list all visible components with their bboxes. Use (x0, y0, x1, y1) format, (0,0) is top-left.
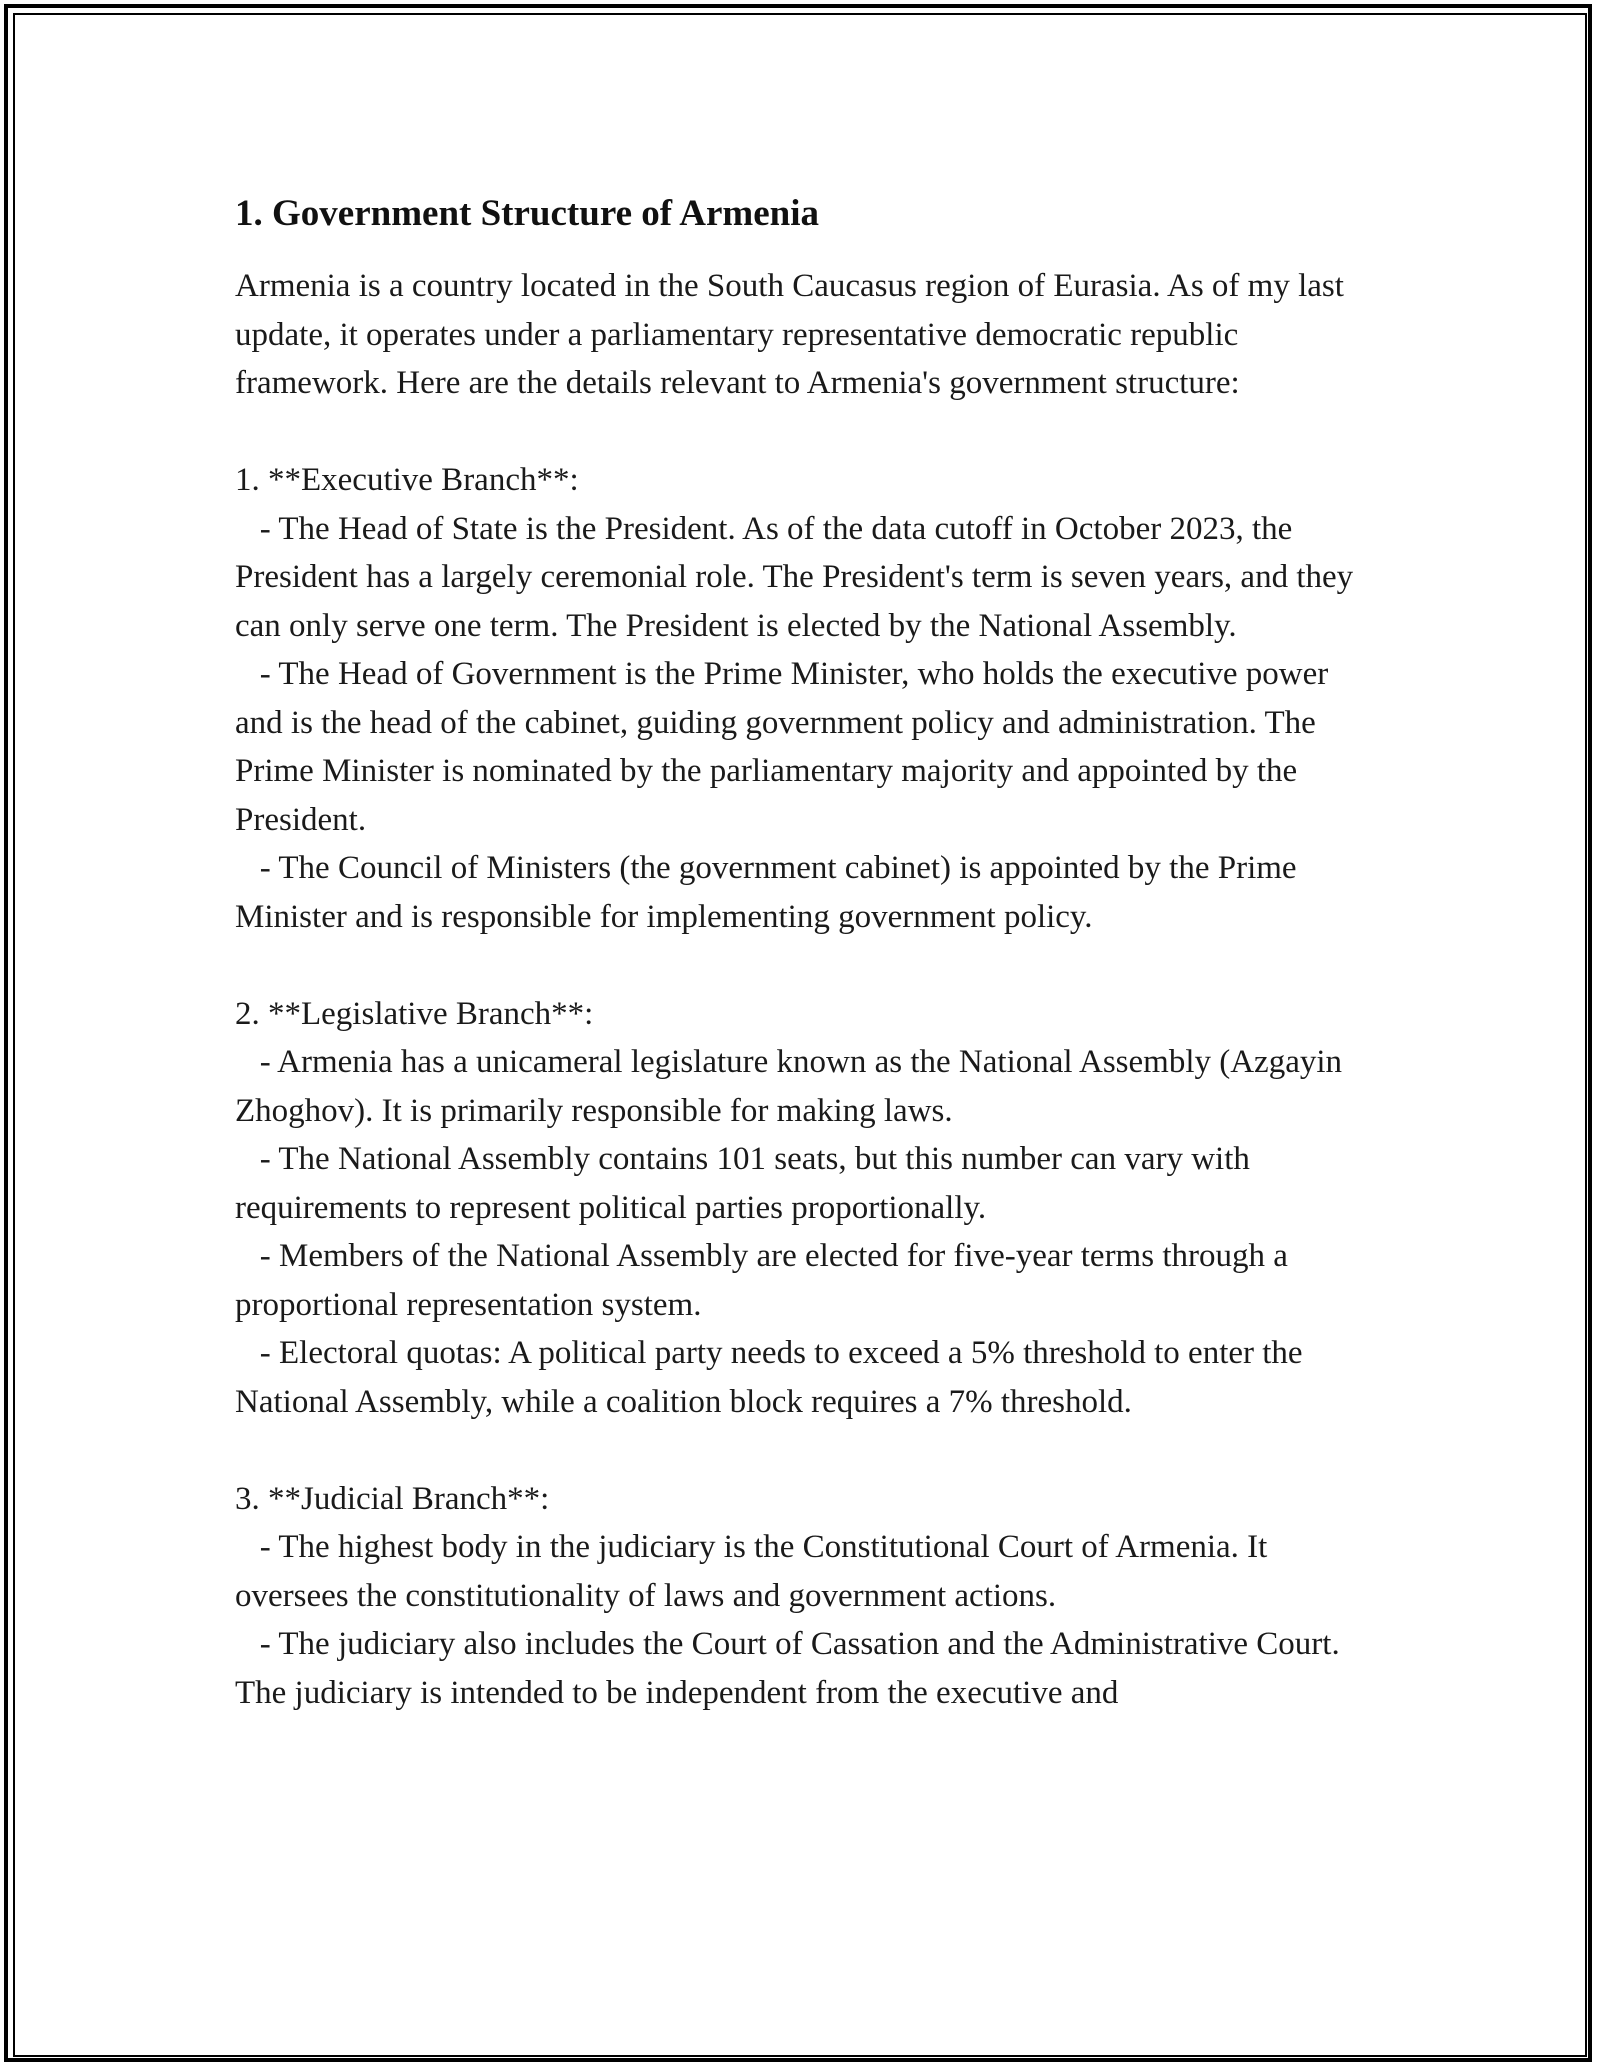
list-item: - The Council of Ministers (the government cabinet) is appointed by the Prime Minister and is responsible for implementing government policy. (235, 850, 1305, 935)
list-item: - The judiciary also includes the Court of Cassation and the Administrative Court. The judiciary is intended to be independent from the executive and (235, 1626, 1348, 1711)
paragraph-gap (235, 408, 1375, 457)
document-body (235, 186, 1375, 1717)
section-heading: 2. **Legislative Branch**: (235, 995, 594, 1032)
list-item: - The Head of State is the President. As of the data cutoff in October 2023, the President has a largely ceremonial role. The President's term is seven years, and they can only serve one term. The President is elected by the National Assembly. (235, 510, 1362, 644)
intro-paragraph: Armenia is a country located in the South Caucasus region of Eurasia. As of my last update, it operates under a parliamentary representative democratic republic framework. Here are the details relevant to Armenia's government structure: (235, 268, 1353, 401)
paragraph-gap (235, 1426, 1375, 1475)
list-item: - Armenia has a unicameral legislature known as the National Assembly (Azgayin Zhoghov). It is primarily responsible for making laws. (235, 1044, 1351, 1129)
list-item: - Electoral quotas: A political party needs to exceed a 5% threshold to enter the National Assembly, while a coalition block requires a 7% threshold. (235, 1335, 1311, 1420)
paragraph-gap (235, 941, 1375, 990)
list-item: - The Head of Government is the Prime Minister, who holds the executive power and is the head of the cabinet, guiding government policy and administration. The Prime Minister is nominated by the parliamentary majority and appointed by the President. (235, 656, 1337, 838)
document-title: 1. Government Structure of Armenia (235, 193, 820, 234)
list-item: - The National Assembly contains 101 seats, but this number can vary with requirements to represent political parties proportionally. (235, 1141, 1259, 1226)
section-judicial (235, 1475, 1375, 1718)
list-item: - Members of the National Assembly are elected for five-year terms through a proportional representation system. (235, 1238, 1297, 1323)
section-executive (235, 456, 1375, 941)
list-item: - The highest body in the judiciary is the Constitutional Court of Armenia. It oversees the constitutionality of laws and government actions. (235, 1529, 1276, 1614)
section-legislative (235, 990, 1375, 1427)
section-heading: 3. **Judicial Branch**: (235, 1480, 550, 1517)
section-heading: 1. **Executive Branch**: (235, 462, 579, 498)
